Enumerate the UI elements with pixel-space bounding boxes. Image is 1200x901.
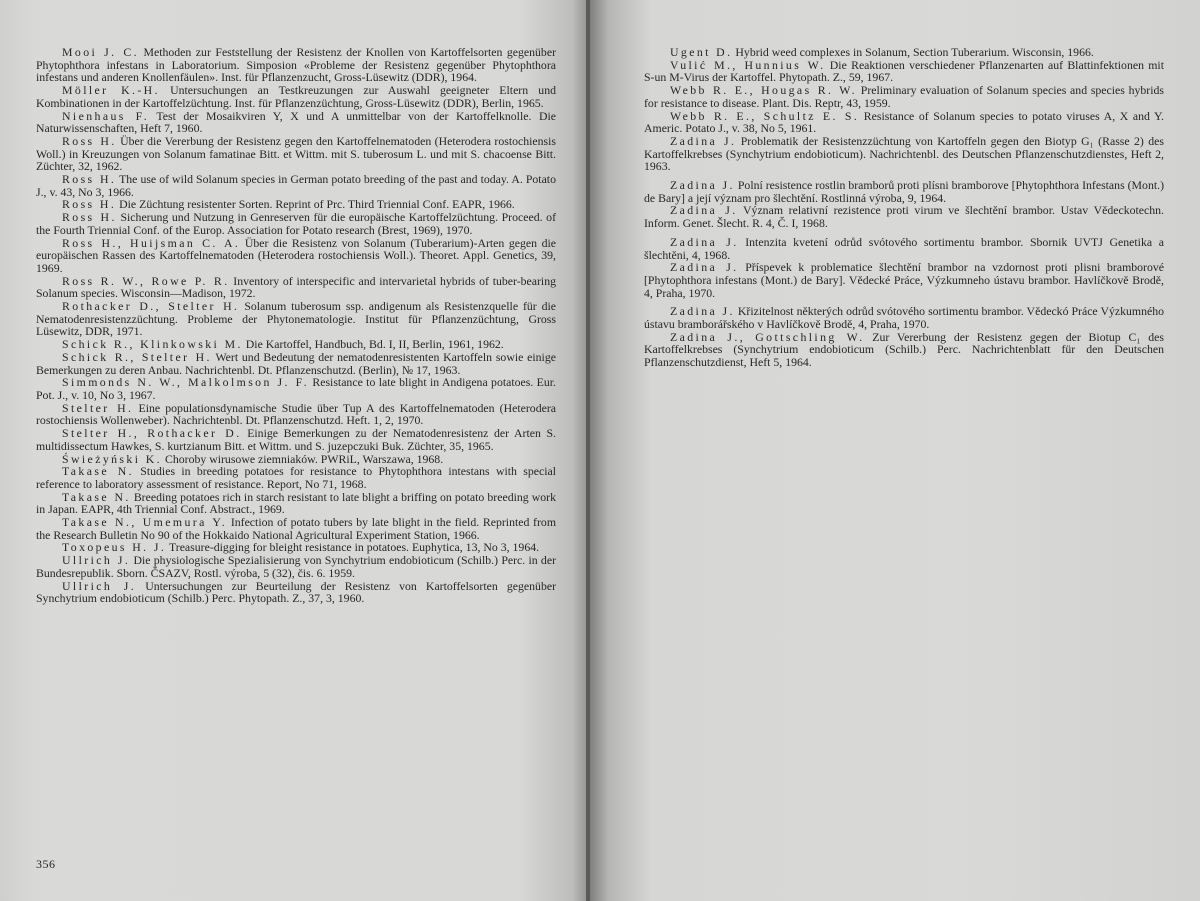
reference-entry: [36, 351, 556, 376]
reference-author: Takase N.: [62, 464, 134, 479]
reference-author: Stelter H.: [62, 400, 134, 415]
reference-text: Studies in breeding potatoes for resistance to Phytophthora intestans with special reference to laboratory assessment of resistance. Report, No 71, 1968.: [36, 464, 556, 491]
reference-entry: [644, 110, 1164, 135]
reference-entry: [644, 236, 1164, 261]
reference-text: Untersuchungen zur Beurteilung der Resistenz von Kartoffelsorten gegenüber Synchytrium endobioticum (Schilb.) Perc. Phytopath. Z., 37, 3, 1960.: [36, 578, 557, 606]
reference-author: Toxopeus H. J.: [62, 540, 167, 555]
reference-text: Resistance of Solanum species to potato viruses A, X and Y. Americ. Potato J., v. 38, No 5, 1961.: [644, 108, 1165, 136]
reference-author: Webb R. E., Hougas R. W.: [670, 83, 858, 98]
reference-entry: [36, 402, 556, 427]
reference-entry: [36, 554, 556, 579]
reference-text: Sicherung und Nutzung in Genreserven für die europäische Kartoffelzüchtung. Proceed. of the Fourth Triennial Conf. of the Europ. Association for Potato research (Brest, 1969), 1970.: [36, 210, 557, 237]
reference-text: Problematik der Resistenzzüchtung von Kartoffeln gegen den Biotyp G₁ (Rasse 2) des Kartoffelkrebses (Synchytrium endobioticum). Nachrichtenbl. des Deutschen Pflanzenschutzdienstes, Heft 2, 1963.: [644, 133, 1164, 174]
reference-entry: [36, 275, 556, 300]
reference-text: Die physiologische Spezialisierung von Synchytrium endobioticum (Schilb.) Perc. in der Bundesrepublik. Sborn. ČSAZV, Rostl. výroba, 5 (32), čis. 6. 1959.: [36, 553, 556, 580]
reference-author: Zadina J.: [670, 304, 735, 319]
reference-entry: [644, 135, 1164, 173]
reference-text: Einige Bemerkungen zu der Nematodenresistenz der Arten S. multidissectum Hawkes, S. kurtzianum Bitt. et Wittm. und S. juzepczuki Buk. Züchter, 35, 1965.: [36, 426, 557, 453]
reference-text: Treasure-digging for bleight resistance in potatoes. Euphytica, 13, No 3, 1964.: [168, 540, 540, 555]
reference-entry: [644, 204, 1164, 229]
reference-author: Zadina J.: [670, 203, 738, 218]
reference-author: Ullrich J.: [62, 578, 137, 593]
page-number: 356: [36, 857, 56, 871]
reference-text: Preliminary evaluation of Solanum species and species hybrids for resistance to disease. Plant. Dis. Reptr, 43, 1959.: [644, 83, 1165, 110]
reference-entry: [36, 211, 556, 236]
bibliography-left: [36, 46, 556, 605]
reference-text: Die Züchtung resistenter Sorten. Reprint of Prc. Third Triennial Conf. EAPR, 1966.: [119, 197, 515, 212]
reference-text: Solanum tuberosum ssp. andigenum als Resistenzquelle für die Nematodenresistenzzüchtung. Probleme der Phytonematologie. Institut für Pflanzenzüchtung, Gross Lüsewitz, DDR, 1971.: [36, 299, 557, 339]
reference-author: Ross R. W., Rowe P. R.: [62, 273, 230, 288]
reference-text: Wert und Bedeutung der nematodenresistenten Kartoffeln sowie einige Bemerkungen zu deren Anbau. Nachrichtenbl. Dt. Pflanzenschutzd. (Berlin), № 17, 1963.: [36, 349, 556, 377]
reference-entry: [36, 46, 556, 84]
reference-text: Choroby wirusowe ziemniaków. PWRiL, Warszawa, 1968.: [164, 451, 444, 466]
reference-entry: [36, 173, 556, 198]
reference-text: Infection of potato tubers by late blight in the field. Reprinted from the Research Bulletin No 90 of the Hokkaido National Agricultural Experiment Station, 1966.: [36, 515, 556, 542]
reference-text: Test der Mosaikviren Y, X und A unmittelbar von der Kartoffelknolle. Die Naturwissenschaften, Heft 7, 1960.: [36, 108, 556, 136]
reference-author: Zadina J.: [670, 178, 735, 193]
reference-author: Takase N., Umemura Y.: [62, 515, 228, 530]
reference-author: Ullrich J.: [62, 553, 131, 568]
reference-entry: [36, 491, 556, 516]
reference-entry: [644, 84, 1164, 109]
reference-author: Takase N.: [62, 489, 131, 504]
reference-entry: [644, 179, 1164, 204]
reference-entry: [36, 237, 556, 275]
reference-text: Resistance to late blight in Andigena potatoes. Eur. Pot. J., v. 10, No 3, 1967.: [36, 375, 556, 402]
reference-entry: [644, 305, 1164, 330]
reference-author: Simmonds N. W., Malkolmson J. F.: [62, 375, 309, 390]
reference-text: Breeding potatoes rich in starch resistant to late blight a briffing on potato breeding work in Japan. EAPR, 4th Triennial Conf. Abstract., 1969.: [36, 489, 556, 517]
reference-text: Intenzita kvetení odrůd svótového sortimentu brambor. Sbornik UVTJ Genetika a šlechtěni, 4, 1968.: [644, 234, 1164, 262]
reference-entry: [36, 110, 556, 135]
reference-author: Schick R., Klinkowski M.: [62, 337, 243, 352]
reference-author: Zadina J., Gottschling W.: [670, 329, 865, 344]
reference-text: Příspevek k problematice šlechtění brambor na vzdornost proti plisni bramborové [Phytophthora infestans (Mont.) de Bary]. Vědecké Práce, Výzkumneho ústavu brambor. Havlíčkově Brodě, 4, Praha, 1970.: [644, 260, 1165, 300]
reference-text: The use of wild Solanum species in German potato breeding of the past and today. A. Potato J., v. 43, No 3, 1966.: [36, 172, 556, 199]
reference-text: Über die Resistenz von Solanum (Tuberarium)-Arten gegen die europäischen Rassen des Kartoffelnematoden (Heterodera rostochiensis Woll.). Theoret. Appl. Genetics, 39, 1969.: [36, 235, 556, 275]
reference-author: Świeżyński K.: [62, 451, 163, 466]
reference-entry: [36, 376, 556, 401]
reference-text: Untersuchungen an Testkreuzungen zur Auswahl geeigneter Eltern und Kombinationen in der Kartoffelzüchtung. Inst. für Pflanzenzüchtung, Gross-Lüsewitz (DDR), Berlin, 1965.: [36, 83, 556, 110]
reference-author: Schick R., Stelter H.: [62, 349, 212, 364]
reference-text: Křizitelnost některých odrůd svótového sortimentu brambor. Vědeckó Práce Výzkumného ústavu bramborářského v Havlíčkově Brodě, 4, Praha, 1970.: [644, 304, 1165, 332]
reference-author: Vulić M., Hunnius W.: [670, 57, 826, 72]
reference-entry: [36, 580, 556, 605]
reference-author: Ross H., Huijsman C. A.: [62, 235, 241, 250]
reference-text: Inventory of interspecific and intervarietal hybrids of tuber-bearing Solanum species. Wisconsin—Madison, 1972.: [36, 273, 556, 301]
reference-entry: [36, 516, 556, 541]
reference-entry: [36, 300, 556, 338]
reference-author: Rothacker D., Stelter H.: [62, 299, 240, 314]
reference-text: Polní resistence rostlin bramborů proti plísni bramborove [Phytophthora Infestans (Mont.) de Bary] a její význam pro šlechtění. Rostlinná výroba, 9, 1964.: [644, 178, 1165, 205]
reference-text: Význam relativní rezistence proti virum ve šlechtění brambor. Ustav Vědeckotechn. Inform. Genet. Šlecht. R. 4, Č. I, 1968.: [644, 203, 1164, 231]
reference-text: Über die Vererbung der Resistenz gegen den Kartoffelnematoden (Heterodera rostochiensis Woll.) in Kreuzungen von Solanum famatinae Bitt. et Wittm. mit S. tuberosum L. und mit S. chacoense Bitt. Züchter, 32, 1962.: [36, 133, 557, 174]
left-page: [0, 0, 590, 901]
reference-entry: [36, 84, 556, 109]
reference-entry: [36, 135, 556, 173]
reference-text: Zur Vererbung der Resistenz gegen der Biotup C₁ des Kartoffelkrebses (Synchytrium endobioticum (Schilb.) Perc. Nachrichtenblatt für den Deutschen Pflanzenschutzdienst, Heft 5, 1964.: [644, 329, 1164, 370]
reference-author: Ross H.: [62, 133, 117, 148]
reference-entry: [644, 59, 1164, 84]
reference-author: Ugent D.: [670, 45, 733, 59]
reference-text: Hybrid weed complexes in Solanum, Section Tuberarium. Wisconsin, 1966.: [735, 45, 1094, 59]
reference-entry: [36, 427, 556, 452]
reference-text: Die Kartoffel, Handbuch, Bd. I, II, Berlin, 1961, 1962.: [245, 337, 504, 352]
reference-text: Die Reaktionen verschiedener Pflanzenarten auf Blattinfektionen mit S-un M-Virus der Kartoffel. Phytopath. Z., 59, 1967.: [644, 57, 1164, 85]
reference-author: Zadina J.: [670, 234, 739, 249]
reference-author: Stelter H., Rothacker D.: [62, 426, 242, 441]
reference-author: Mooi J. C.: [62, 45, 139, 59]
reference-author: Zadina J.: [670, 133, 737, 148]
reference-author: Ross H.: [62, 210, 117, 225]
reference-entry: [36, 465, 556, 490]
reference-author: Webb R. E., Schultz E. S.: [670, 108, 860, 123]
reference-author: Zadina J.: [670, 260, 739, 275]
reference-entry: [644, 261, 1164, 299]
reference-author: Möller K.-H.: [62, 83, 160, 98]
reference-entry: [644, 331, 1164, 369]
reference-author: Nienhaus F.: [62, 108, 150, 123]
reference-text: Methoden zur Feststellung der Resistenz der Knollen von Kartoffelsorten gegenüber Phytophthora infestans in Laboratorium. Simposion «Probleme der Resistenz gegenüber Phytophthora infestans und anderen Knollenfäulen». Inst. für Pflanzenzucht, Gross-Lüsewitz (DDR), 1964.: [36, 45, 556, 85]
reference-author: Ross H.: [62, 197, 117, 212]
bibliography-right: [644, 46, 1164, 369]
reference-text: Eine populationsdynamische Studie über Tup A des Kartoffelnematoden (Heterodera rostochiensis Wollenweber). Nachrichtenbl. Dt. Pflanzenschutzd. Heft. 1, 2, 1970.: [36, 400, 556, 428]
right-page: [590, 0, 1200, 901]
reference-author: Ross H.: [62, 172, 117, 187]
